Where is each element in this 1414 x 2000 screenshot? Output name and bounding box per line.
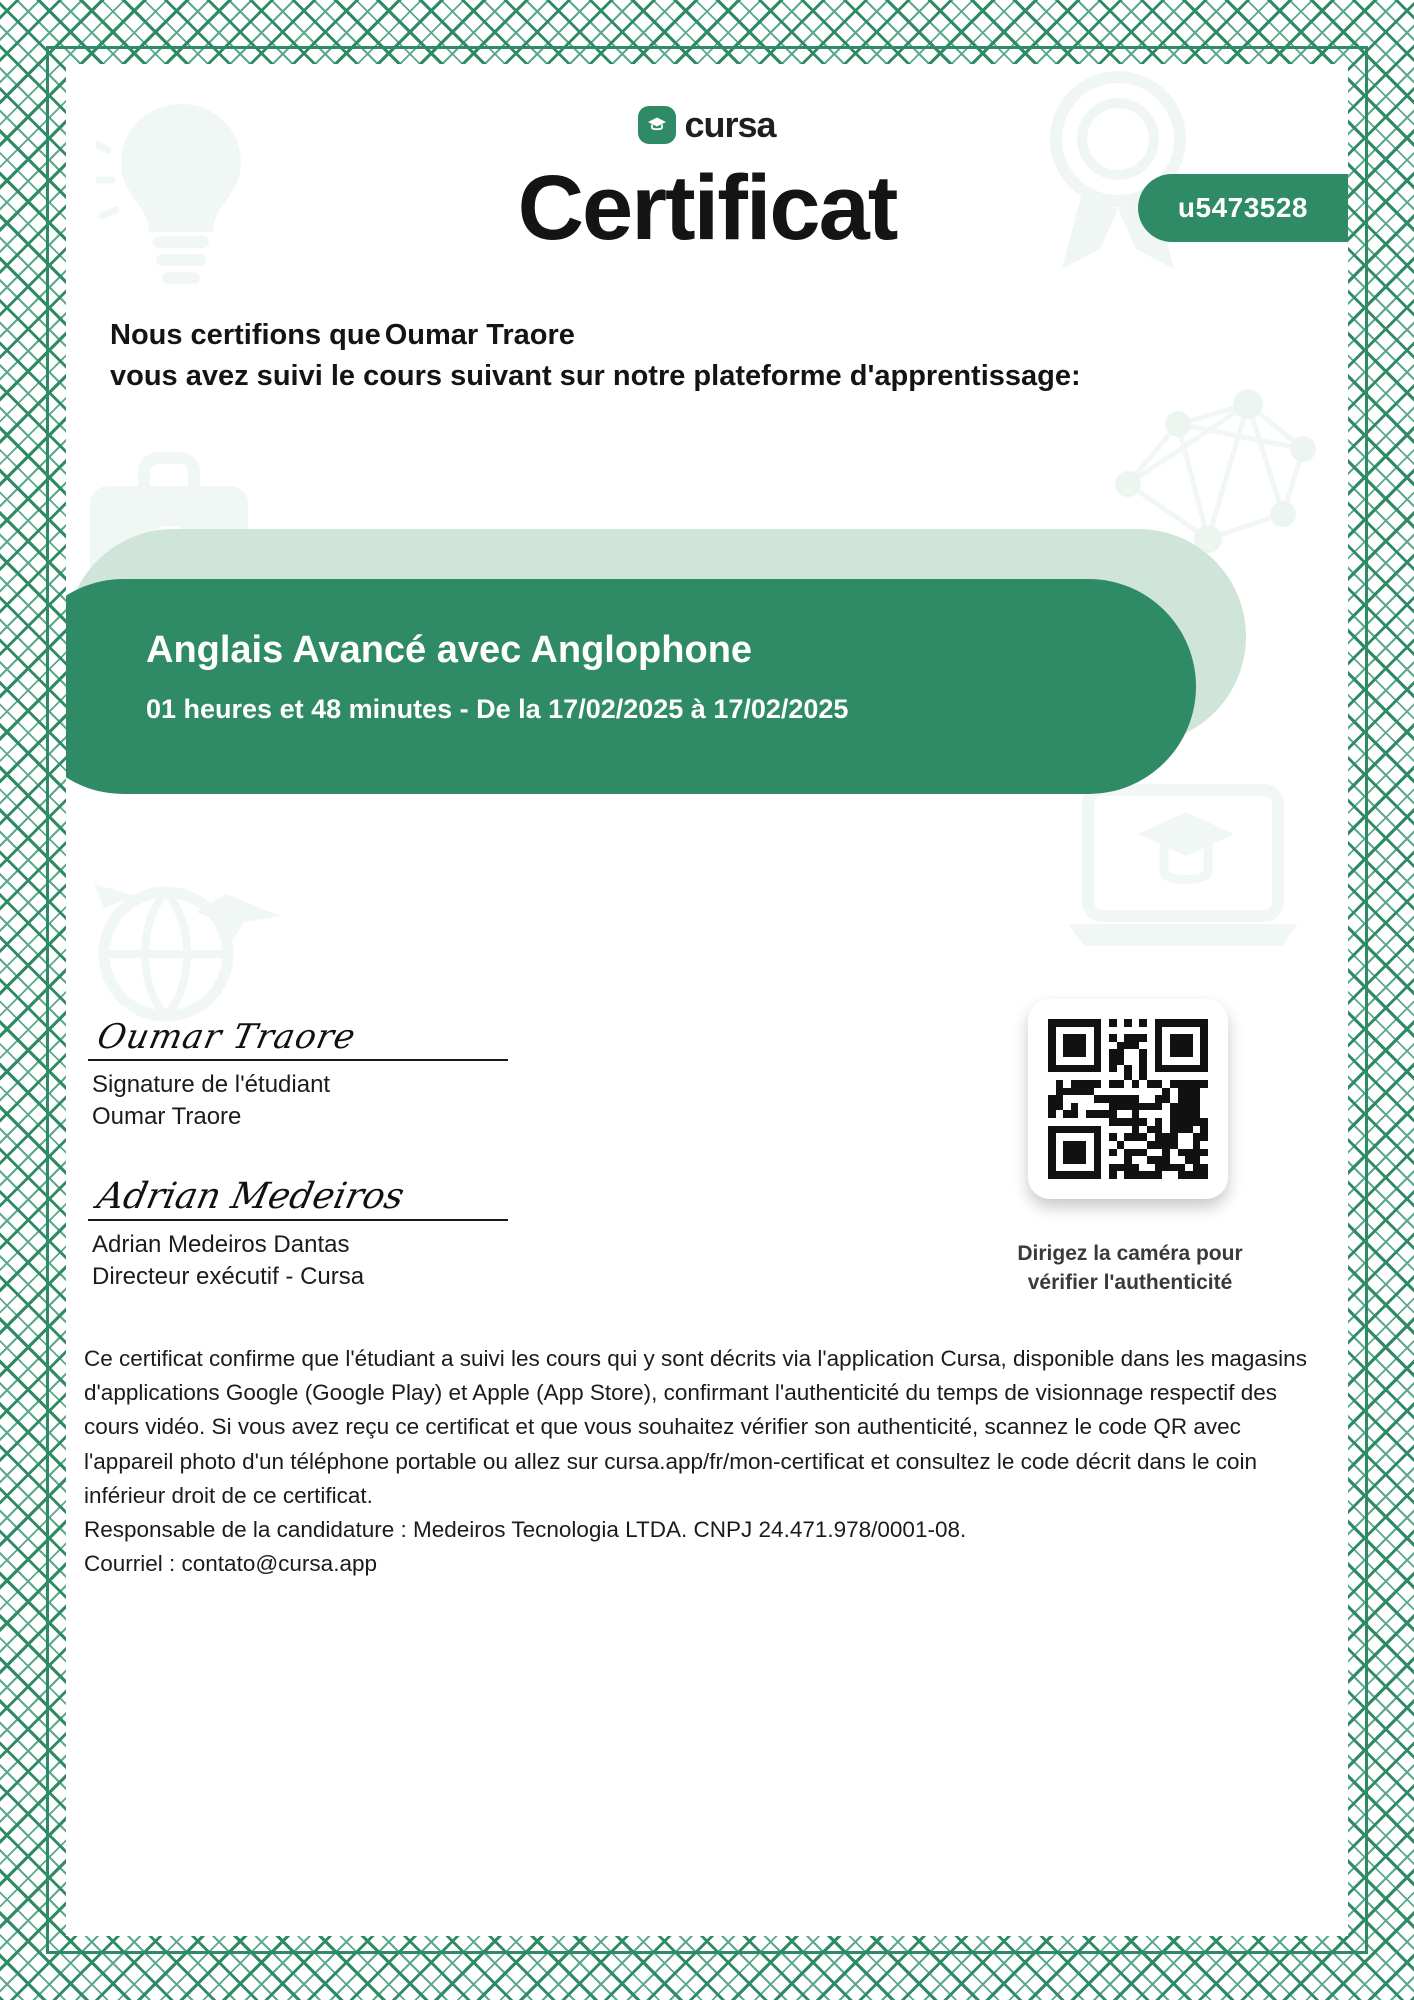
course-title: Anglais Avancé avec Anglophone bbox=[146, 629, 753, 671]
page-title: Certificat bbox=[517, 157, 897, 259]
footer-paragraph: Ce certificat confirme que l'étudiant a suivi les cours qui y sont décrits via l'application Cursa, disponible dans les magasins d'applications Google (Google Play) et Apple (App Store), confirmant l'authenticité du temps de visionnage respectif des cours vidéo. Si vous avez reçu ce certificat et que vous souhaitez vérifier son authenticité, scannez le code QR avec l'appareil photo d'un téléphone portable ou allez sur cursa.app/fr/mon-certificat et consultez le code décrit dans le coin inférieur droit de ce certificat. bbox=[84, 1346, 1307, 1508]
certificate-code-badge: u5473528 bbox=[1138, 174, 1348, 242]
qr-code-card[interactable] bbox=[1028, 999, 1228, 1199]
student-signature-name: Oumar Traore bbox=[92, 1102, 242, 1130]
graduation-cap-icon bbox=[638, 106, 676, 144]
student-signature-caption bbox=[88, 1069, 508, 1132]
director-signature-block bbox=[88, 1149, 508, 1292]
brand-logo bbox=[66, 104, 1348, 146]
student-name: Oumar Traore bbox=[384, 319, 575, 351]
certification-statement bbox=[110, 319, 1190, 393]
course-duration-dates: 01 heures et 48 minutes - De la 17/02/2025 à 17/02/2025 bbox=[146, 694, 849, 724]
director-signature-name: Adrian Medeiros Dantas bbox=[92, 1231, 350, 1258]
qr-code-icon bbox=[1048, 1019, 1208, 1179]
qr-code-caption bbox=[960, 1239, 1300, 1298]
director-signature-caption bbox=[88, 1229, 508, 1292]
course-banner-text bbox=[146, 629, 848, 725]
student-signature-line bbox=[88, 989, 508, 1061]
student-signature-block bbox=[88, 989, 508, 1132]
director-signature-script: Adrian Medeiros bbox=[93, 1176, 408, 1217]
student-signature-script: Oumar Traore bbox=[93, 1017, 360, 1057]
student-signature-role: Signature de l'étudiant bbox=[92, 1071, 331, 1098]
brand-name: cursa bbox=[684, 104, 776, 145]
qr-caption-line-2: vérifier l'authenticité bbox=[1027, 1271, 1233, 1295]
statement-prefix: Nous certifions que bbox=[110, 319, 381, 351]
director-signature-role: Directeur exécutif - Cursa bbox=[92, 1262, 365, 1290]
director-signature-line bbox=[88, 1149, 508, 1221]
footer-responsible: Responsable de la candidature : Medeiros Tecnologia LTDA. CNPJ 24.471.978/0001-08. bbox=[84, 1516, 967, 1542]
certificate-paper bbox=[66, 64, 1348, 1936]
qr-caption-line-1: Dirigez la caméra pour bbox=[1017, 1242, 1243, 1265]
course-banner bbox=[66, 529, 1276, 799]
footer-legal-text bbox=[84, 1342, 1318, 1581]
statement-line-2: vous avez suivi le cours suivant sur notre plateforme d'apprentissage: bbox=[110, 360, 1081, 392]
footer-email: Courriel : contato@cursa.app bbox=[84, 1551, 377, 1577]
